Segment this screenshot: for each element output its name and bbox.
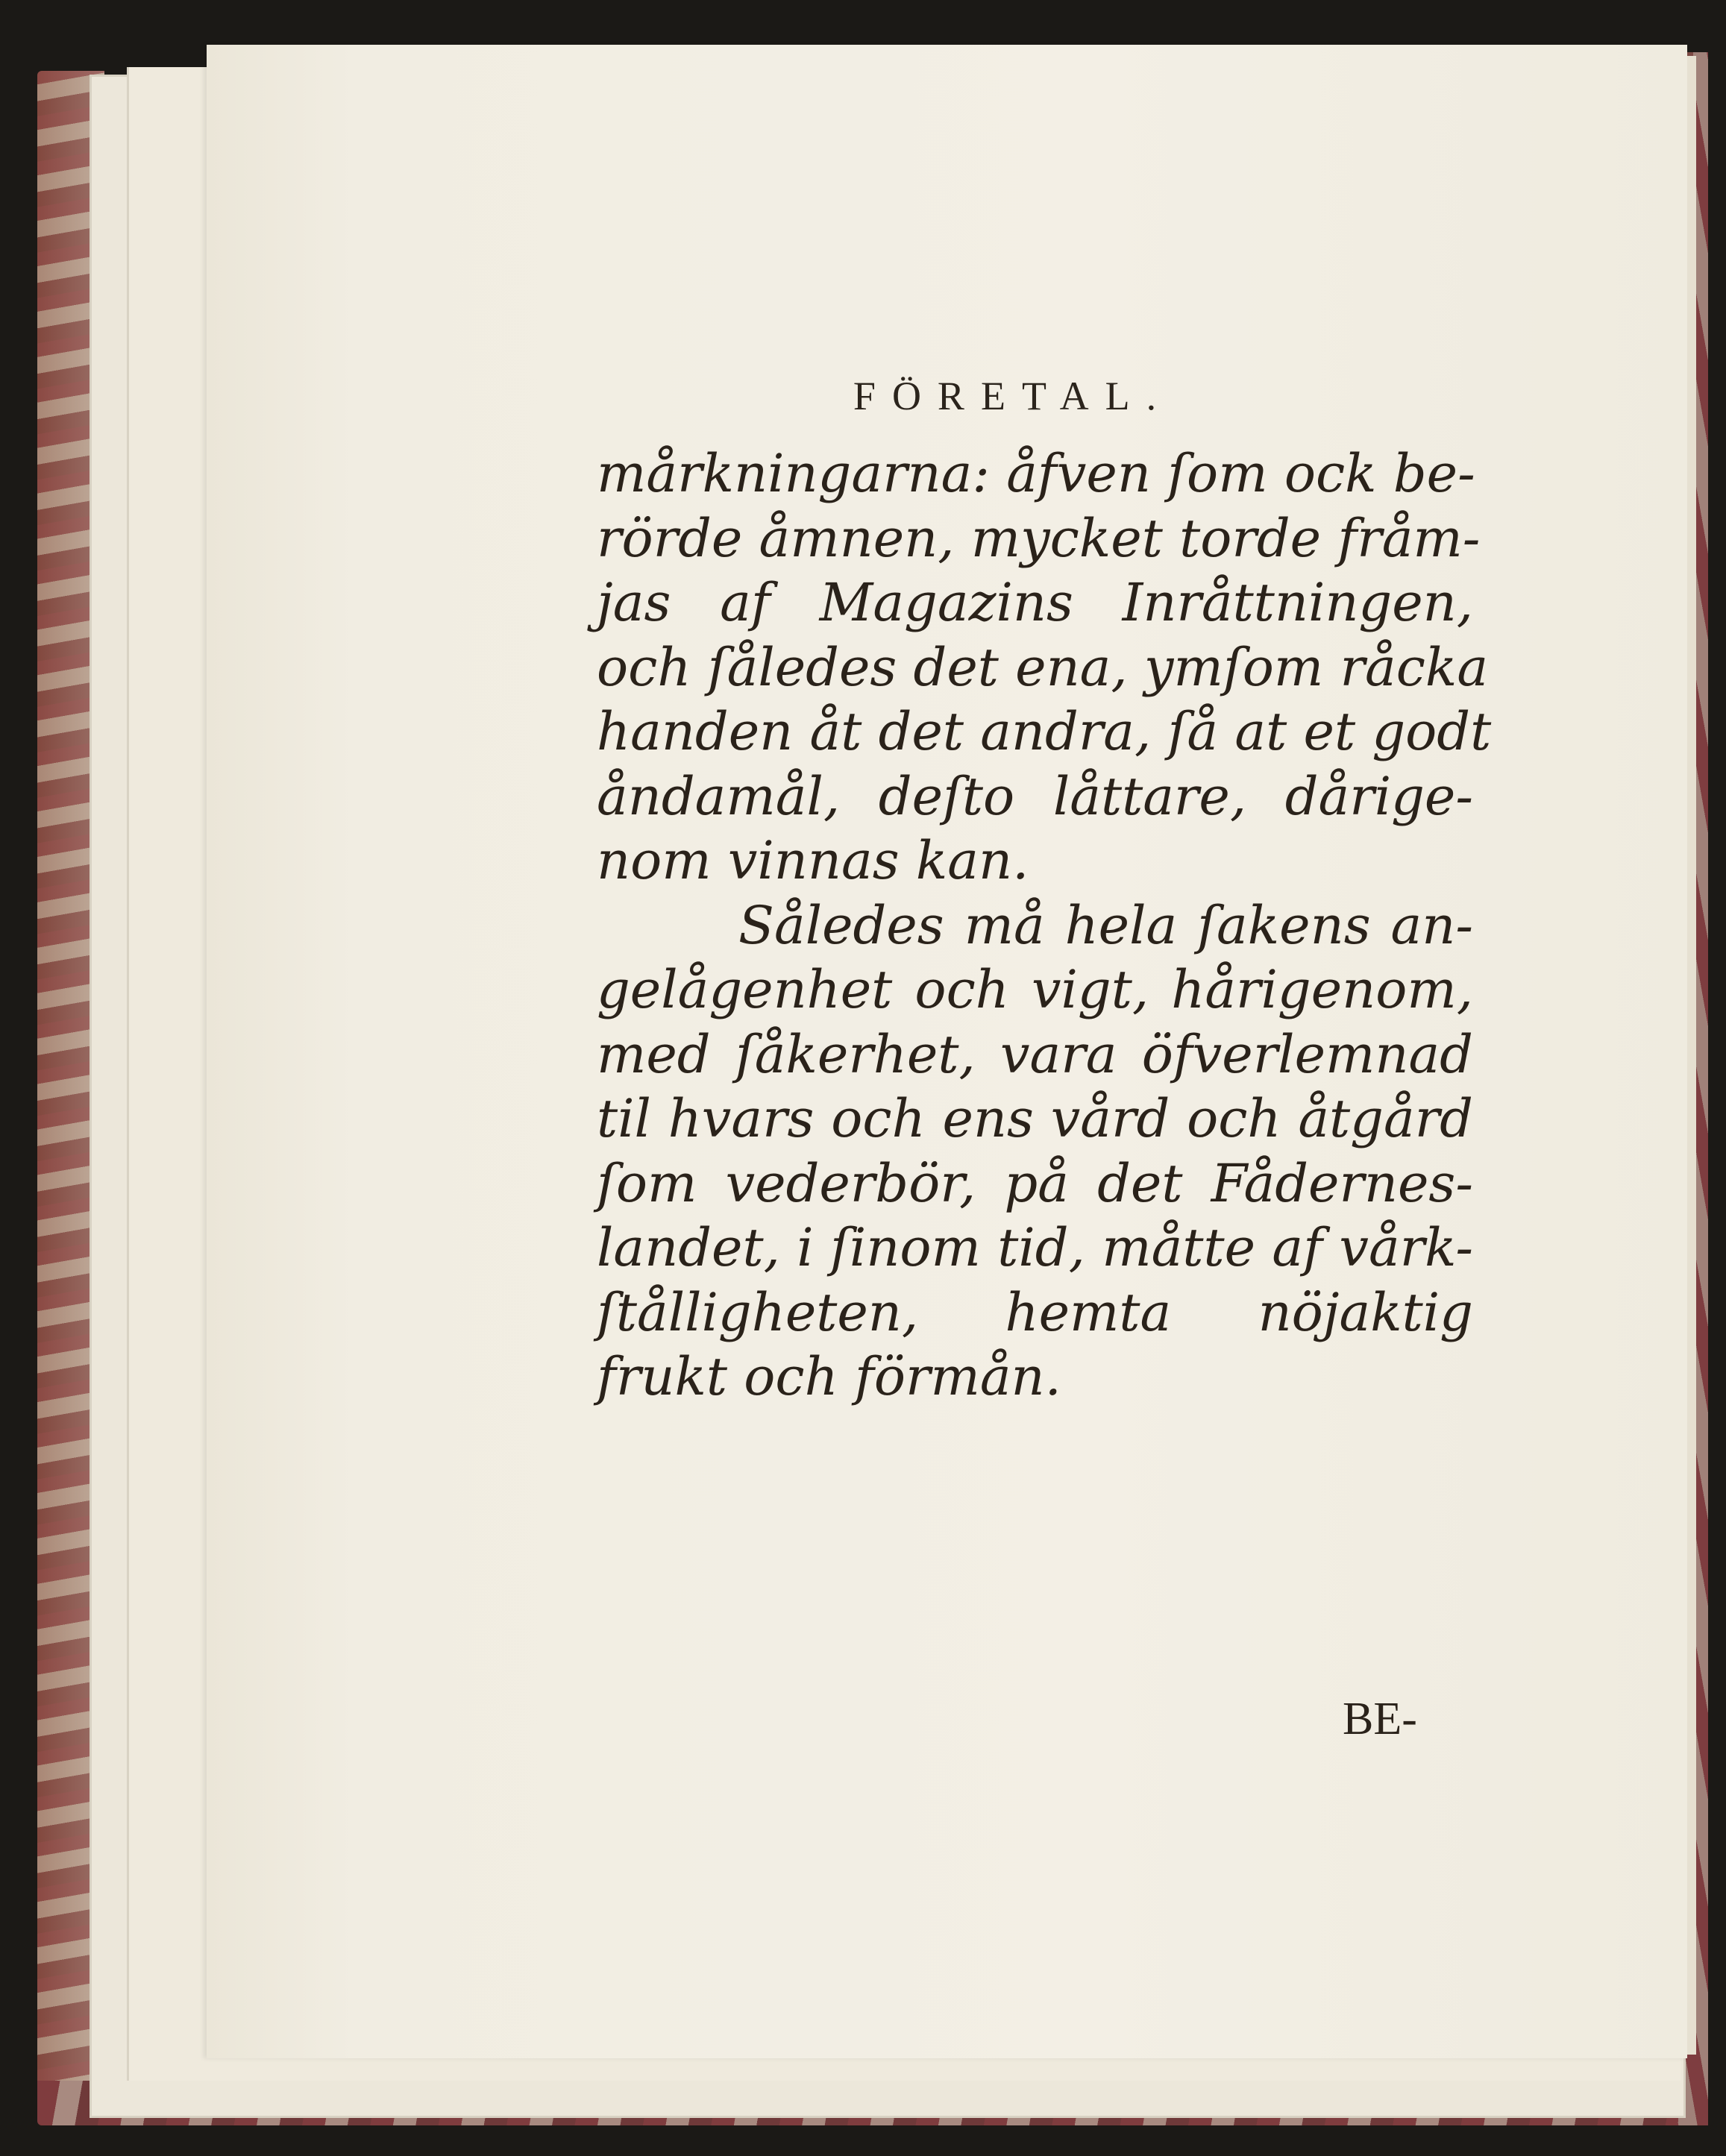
body-text [597,441,1492,1409]
text-line: ſom vederbör, på det Fådernes- [597,1152,1473,1214]
text-line: frukt och förmån. [597,1346,1061,1407]
text-line: Således må hela ſakens an- [738,894,1473,956]
catchword: BE- [1343,1694,1417,1744]
text-line: ſtålligheten, hemta nöjaktig [597,1281,1473,1343]
running-head: FÖRETAL. [853,374,1173,418]
text-line: til hvars och ens vård och åtgård [597,1088,1473,1149]
text-line: jas af Magazins Inråttningen, [597,572,1473,633]
text-line: nom vinnas kan. [597,830,1029,891]
text-line: mårkningarna: åfven ſom ock be- [597,443,1475,504]
text-line: med ſåkerhet, vara öfverlemnad [597,1023,1473,1085]
text-line: åndamål, deſto låttare, dårige- [597,765,1473,827]
text-line: landet, i ſinom tid, måtte af vårk- [597,1217,1473,1278]
text-line: och ſåledes det ena, ymſom råcka [597,636,1489,698]
text-line: rörde åmnen, mycket torde fråm- [597,507,1481,569]
text-line: gelågenhet och vigt, hårigenom, [597,959,1473,1020]
page-gutter [1687,56,1696,2055]
text-line: handen åt det andra, ſå at et godt [597,701,1492,762]
